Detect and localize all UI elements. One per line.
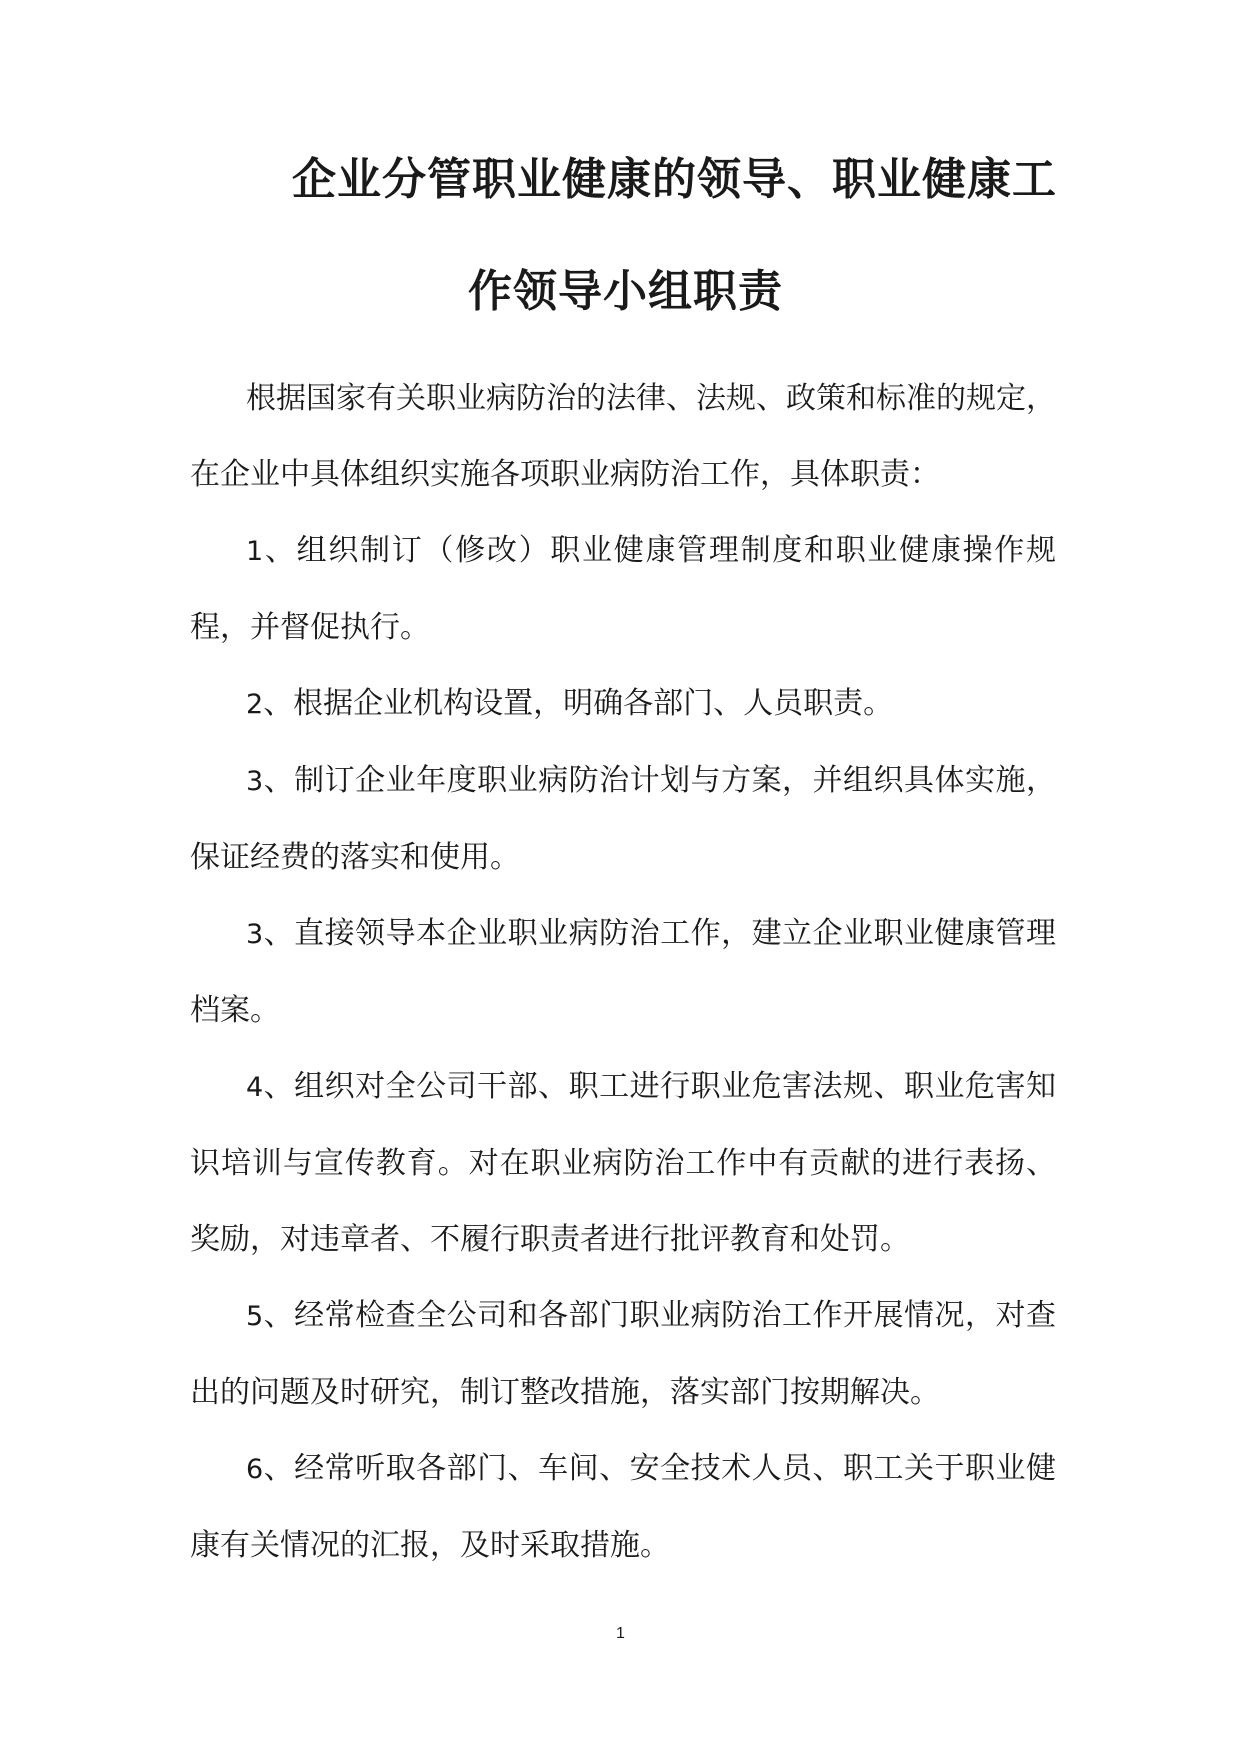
duty-number: 6 — [246, 1454, 264, 1485]
duty-item-3 — [190, 743, 1056, 896]
duty-text: 、经常检查全公司和各部门职业病防治工作开展情况，对查出的问题及时研究，制订整改措施，落实部门按期解决。 — [190, 1298, 1056, 1410]
duty-number: 5 — [246, 1301, 264, 1332]
document-body — [190, 361, 1056, 1584]
page-number: 1 — [616, 1625, 625, 1642]
duty-item-4 — [190, 896, 1056, 1049]
document-title-line-2: 作领导小组职责 — [468, 266, 783, 317]
duty-text: 、根据企业机构设置，明确各部门、人员职责。 — [263, 686, 894, 721]
duty-text: 、组织制订（修改）职业健康管理制度和职业健康操作规程，并督促执行。 — [190, 533, 1056, 645]
duty-number: 4 — [246, 1072, 264, 1103]
duty-text: 、经常听取各部门、车间、安全技术人员、职工关于职业健康有关情况的汇报，及时采取措施。 — [190, 1451, 1056, 1563]
document-title-line-1: 企业分管职业健康的领导、职业健康工 — [292, 154, 1057, 205]
duty-number: 3 — [246, 766, 264, 797]
duty-item-5 — [190, 1049, 1056, 1278]
duty-item-6 — [190, 1278, 1056, 1431]
duty-item-7 — [190, 1431, 1056, 1584]
duty-item-1 — [190, 513, 1056, 666]
duty-number: 2 — [246, 689, 264, 720]
duty-number: 1 — [246, 536, 264, 567]
duty-text: 、组织对全公司干部、职工进行职业危害法规、职业危害知识培训与宣传教育。对在职业病防治工作中有贡献的进行表扬、奖励，对违章者、不履行职责者进行批评教育和处罚。 — [190, 1069, 1056, 1257]
duty-text: 、直接领导本企业职业病防治工作，建立企业职业健康管理档案。 — [190, 916, 1056, 1028]
duty-number: 3 — [246, 919, 264, 950]
duty-item-2 — [190, 666, 1056, 743]
duty-text: 、制订企业年度职业病防治计划与方案，并组织具体实施，保证经费的落实和使用。 — [190, 763, 1056, 875]
intro-paragraph: 根据国家有关职业病防治的法律、法规、政策和标准的规定，在企业中具体组织实施各项职业病防治工作，具体职责： — [190, 381, 1056, 492]
